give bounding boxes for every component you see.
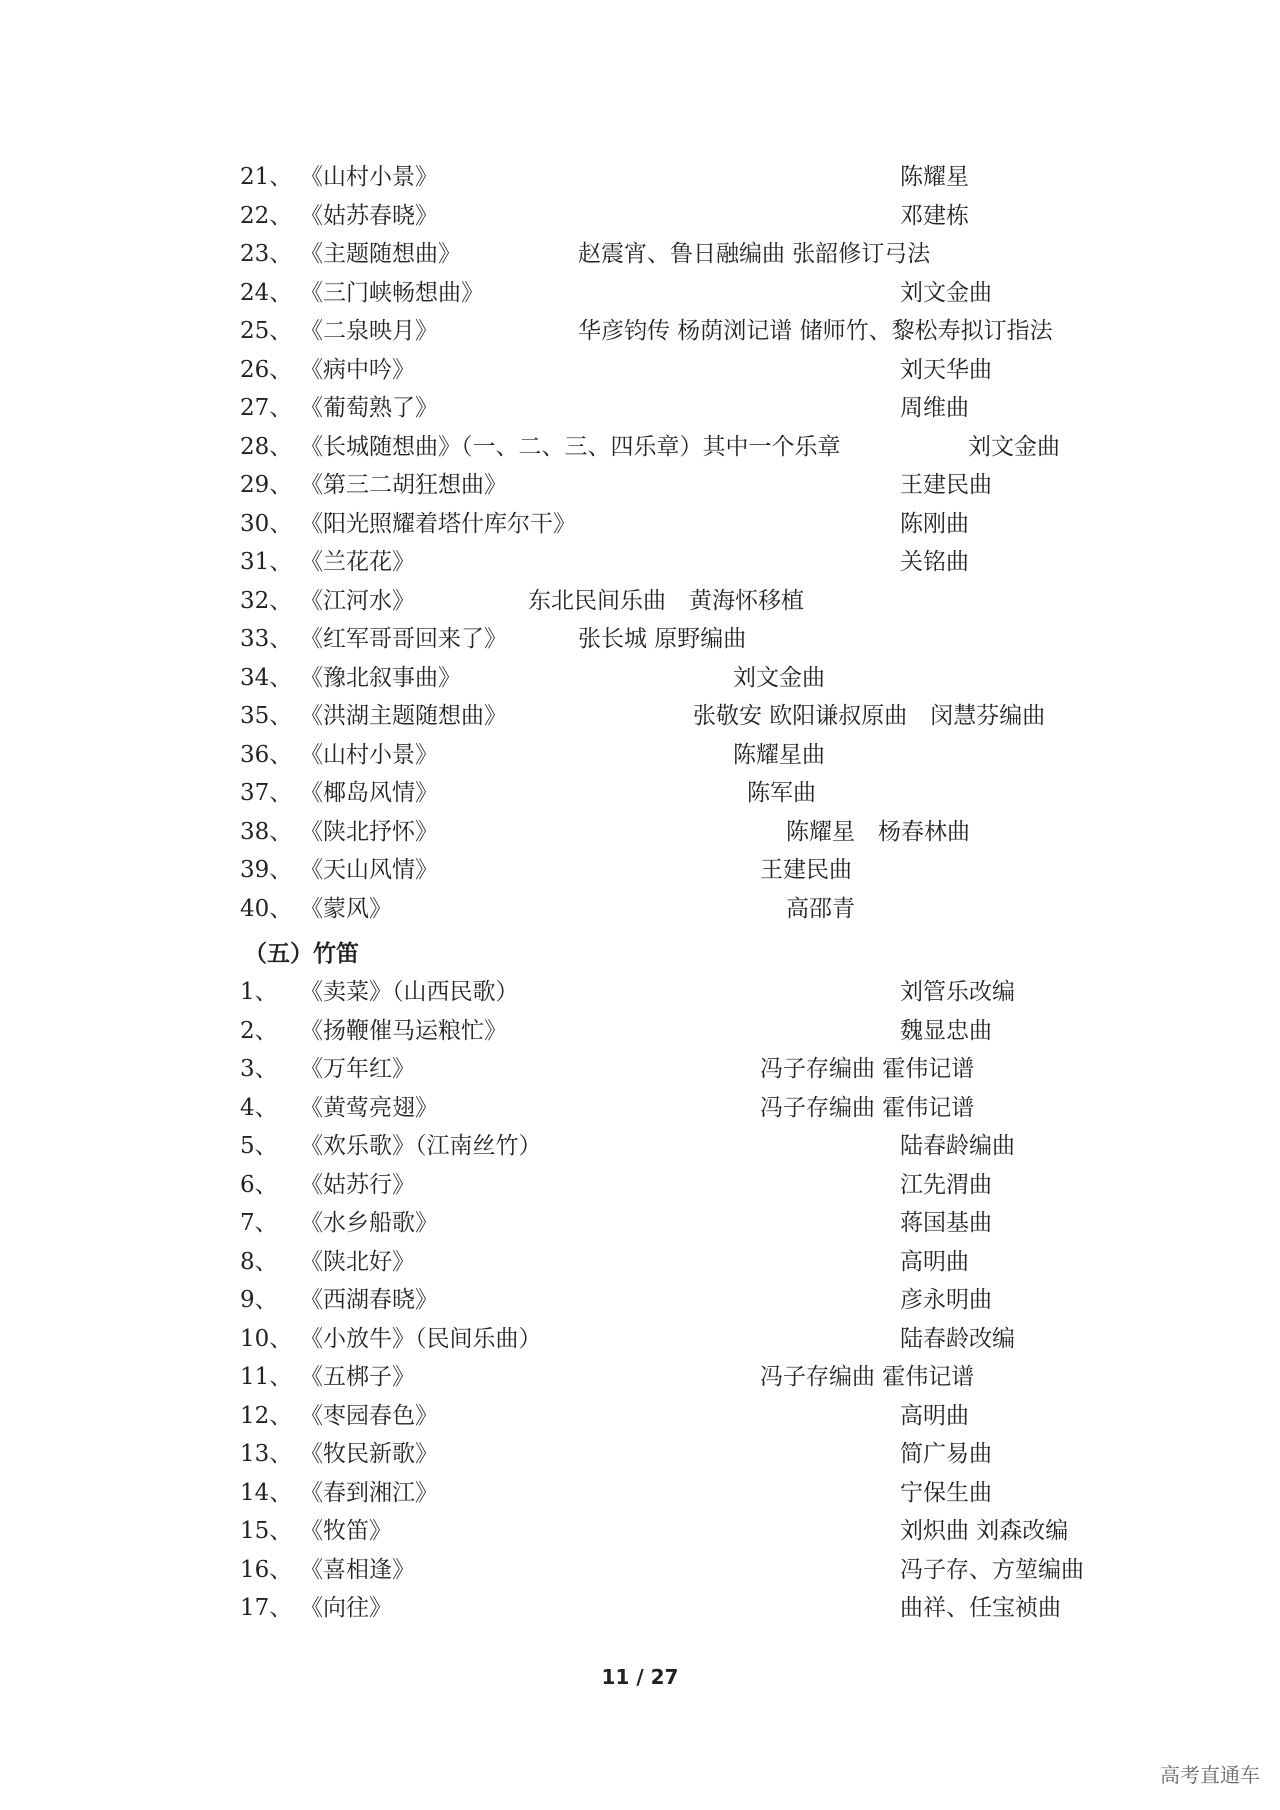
item-title: 《蒙风》 <box>300 895 392 922</box>
item-credit: 陈刚曲 <box>900 510 969 537</box>
item-title: 《陕北好》 <box>300 1248 415 1275</box>
item-credit: 赵震宵、鲁日融编曲 张韶修订弓法 <box>578 241 931 267</box>
item-credit: 刘文金曲 <box>900 279 992 306</box>
list-item <box>0 505 1280 543</box>
item-credit: 冯子存、方堃编曲 <box>900 1556 1084 1583</box>
item-number: 10、 <box>240 1325 293 1352</box>
item-number: 34、 <box>240 664 293 691</box>
item-credit: 陆春龄编曲 <box>900 1133 1015 1159</box>
item-title: 《长城随想曲》（一、二、三、四乐章）其中一个乐章 <box>300 433 841 460</box>
item-credit: 冯子存编曲 霍伟记谱 <box>760 1364 975 1390</box>
item-credit: 周维曲 <box>900 395 969 421</box>
item-credit: 宁保生曲 <box>900 1479 992 1506</box>
list-item <box>0 351 1280 389</box>
item-title: 《山村小景》 <box>300 741 438 768</box>
item-title: 《病中吟》 <box>300 356 415 383</box>
list-item <box>0 659 1280 697</box>
item-title: 《第三二胡狂想曲》 <box>300 472 507 498</box>
item-number: 32、 <box>240 587 293 614</box>
item-title: 《二泉映月》 <box>300 318 438 344</box>
item-credit: 陈耀星曲 <box>733 741 825 768</box>
list-item <box>0 1397 1280 1435</box>
list-item <box>0 1012 1280 1050</box>
list-item <box>0 543 1280 581</box>
list-item <box>0 1089 1280 1127</box>
list-item <box>0 1320 1280 1358</box>
item-number: 5、 <box>240 1133 278 1159</box>
item-title: 《五梆子》 <box>300 1364 415 1390</box>
list-item <box>0 1204 1280 1242</box>
item-number: 15、 <box>240 1518 293 1544</box>
list-item <box>0 312 1280 350</box>
item-title: 《主题随想曲》 <box>300 241 461 267</box>
item-title: 《陕北抒怀》 <box>300 818 438 845</box>
item-title: 《江河水》 <box>300 587 415 614</box>
item-credit: 陈耀星 杨春林曲 <box>786 818 970 845</box>
item-number: 13、 <box>240 1441 293 1467</box>
item-title: 《三门峡畅想曲》 <box>300 279 484 306</box>
item-number: 17、 <box>240 1595 293 1621</box>
item-number: 4、 <box>240 1094 278 1121</box>
item-number: 23、 <box>240 241 293 267</box>
item-title: 《豫北叙事曲》 <box>300 664 461 691</box>
list-item <box>0 1243 1280 1281</box>
item-credit: 东北民间乐曲 黄海怀移植 <box>528 587 804 614</box>
item-credit: 刘文金曲 <box>733 664 825 691</box>
item-credit: 华彦钧传 杨荫浏记谱 储师竹、黎松寿拟订指法 <box>578 318 1053 344</box>
list-item <box>0 890 1280 928</box>
item-credit: 刘管乐改编 <box>900 979 1015 1005</box>
item-credit: 蒋国基曲 <box>900 1210 992 1236</box>
list-item <box>0 736 1280 774</box>
list-item <box>0 1474 1280 1512</box>
item-title: 《牧笛》 <box>300 1518 392 1544</box>
list-item <box>0 1358 1280 1396</box>
item-credit: 高明曲 <box>900 1402 969 1429</box>
item-number: 38、 <box>240 818 293 845</box>
list-item <box>0 697 1280 735</box>
item-number: 27、 <box>240 395 293 421</box>
item-title: 《西湖春晓》 <box>300 1287 438 1313</box>
item-number: 24、 <box>240 279 293 306</box>
item-number: 25、 <box>240 318 293 344</box>
list-item <box>0 389 1280 427</box>
item-title: 《卖菜》（山西民歌） <box>300 979 519 1005</box>
item-number: 37、 <box>240 780 293 806</box>
watermark-text: 高考直通车 <box>1160 1763 1260 1787</box>
list-item <box>0 274 1280 312</box>
item-number: 36、 <box>240 741 293 768</box>
list-item <box>0 1127 1280 1165</box>
list-item <box>0 851 1280 889</box>
list-item <box>0 1512 1280 1550</box>
item-credit: 曲祥、任宝祯曲 <box>900 1595 1061 1621</box>
item-number: 21、 <box>240 164 293 190</box>
item-title: 《姑苏行》 <box>300 1171 415 1198</box>
item-number: 22、 <box>240 202 293 229</box>
item-credit: 江先渭曲 <box>900 1171 992 1198</box>
item-title: 《姑苏春晓》 <box>300 202 438 229</box>
page-number: 11 / 27 <box>601 1665 679 1689</box>
item-credit: 高明曲 <box>900 1248 969 1275</box>
item-title: 《枣园春色》 <box>300 1402 438 1429</box>
item-credit: 张敬安 欧阳谦叔原曲 闵慧芬编曲 <box>693 703 1046 729</box>
list-item <box>0 1435 1280 1473</box>
item-number: 26、 <box>240 356 293 383</box>
item-number: 6、 <box>240 1171 278 1198</box>
item-credit: 魏显忠曲 <box>900 1017 992 1044</box>
item-number: 28、 <box>240 433 293 460</box>
item-title: 《葡萄熟了》 <box>300 395 438 421</box>
item-number: 29、 <box>240 472 293 498</box>
item-number: 8、 <box>240 1248 278 1275</box>
item-title: 《向往》 <box>300 1595 392 1621</box>
list-item <box>0 813 1280 851</box>
item-title: 《黄莺亮翅》 <box>300 1094 438 1121</box>
item-credit: 刘炽曲 刘森改编 <box>900 1518 1069 1544</box>
item-number: 9、 <box>240 1287 278 1313</box>
item-title: 《水乡船歌》 <box>300 1210 438 1236</box>
item-credit: 陈耀星 <box>900 164 969 190</box>
item-number: 7、 <box>240 1210 278 1236</box>
item-title: 《牧民新歌》 <box>300 1441 438 1467</box>
list-item <box>0 1551 1280 1589</box>
list-item <box>0 1166 1280 1204</box>
item-title: 《阳光照耀着塔什库尔干》 <box>300 510 576 537</box>
item-number: 40、 <box>240 895 293 922</box>
item-number: 39、 <box>240 857 293 883</box>
item-credit: 刘文金曲 <box>968 433 1060 460</box>
item-number: 3、 <box>240 1056 278 1082</box>
list-item <box>0 1589 1280 1627</box>
item-title: 《扬鞭催马运粮忙》 <box>300 1017 507 1044</box>
item-credit: 邓建栋 <box>900 202 969 229</box>
item-title: 《椰岛风情》 <box>300 780 438 806</box>
item-title: 《万年红》 <box>300 1056 415 1082</box>
item-title: 《洪湖主题随想曲》 <box>300 703 507 729</box>
item-number: 30、 <box>240 510 293 537</box>
item-title: 《兰花花》 <box>300 549 415 575</box>
item-credit: 彦永明曲 <box>900 1287 992 1313</box>
item-number: 2、 <box>240 1017 278 1044</box>
item-number: 16、 <box>240 1556 293 1583</box>
list-item <box>0 466 1280 504</box>
list-item <box>0 973 1280 1011</box>
item-number: 1、 <box>240 979 278 1005</box>
item-credit: 陈军曲 <box>747 780 816 806</box>
item-title: 《喜相逢》 <box>300 1556 415 1583</box>
section-heading: （五）竹笛 <box>244 941 359 967</box>
list-item <box>0 428 1280 466</box>
item-credit: 张长城 原野编曲 <box>578 626 747 652</box>
list-item <box>0 620 1280 658</box>
item-title: 《春到湘江》 <box>300 1479 438 1506</box>
item-credit: 冯子存编曲 霍伟记谱 <box>760 1056 975 1082</box>
item-credit: 高邵青 <box>786 895 855 922</box>
item-number: 33、 <box>240 626 293 652</box>
list-item <box>0 235 1280 273</box>
item-credit: 王建民曲 <box>760 857 852 883</box>
list-item <box>0 158 1280 196</box>
item-credit: 刘天华曲 <box>900 356 992 383</box>
item-number: 11、 <box>240 1364 293 1390</box>
item-credit: 简广易曲 <box>900 1441 992 1467</box>
item-title: 《欢乐歌》（江南丝竹） <box>300 1133 542 1159</box>
list-item <box>0 774 1280 812</box>
list-item <box>0 582 1280 620</box>
item-number: 35、 <box>240 703 293 729</box>
list-item <box>0 1281 1280 1319</box>
list-item <box>0 1050 1280 1088</box>
item-number: 14、 <box>240 1479 293 1506</box>
list-item <box>0 197 1280 235</box>
item-title: 《小放牛》（民间乐曲） <box>300 1325 542 1352</box>
item-title: 《红军哥哥回来了》 <box>300 626 507 652</box>
item-title: 《天山风情》 <box>300 857 438 883</box>
item-credit: 陆春龄改编 <box>900 1325 1015 1352</box>
item-credit: 王建民曲 <box>900 472 992 498</box>
item-credit: 关铭曲 <box>900 549 969 575</box>
item-title: 《山村小景》 <box>300 164 438 190</box>
item-credit: 冯子存编曲 霍伟记谱 <box>760 1094 975 1121</box>
item-number: 31、 <box>240 549 293 575</box>
item-number: 12、 <box>240 1402 293 1429</box>
